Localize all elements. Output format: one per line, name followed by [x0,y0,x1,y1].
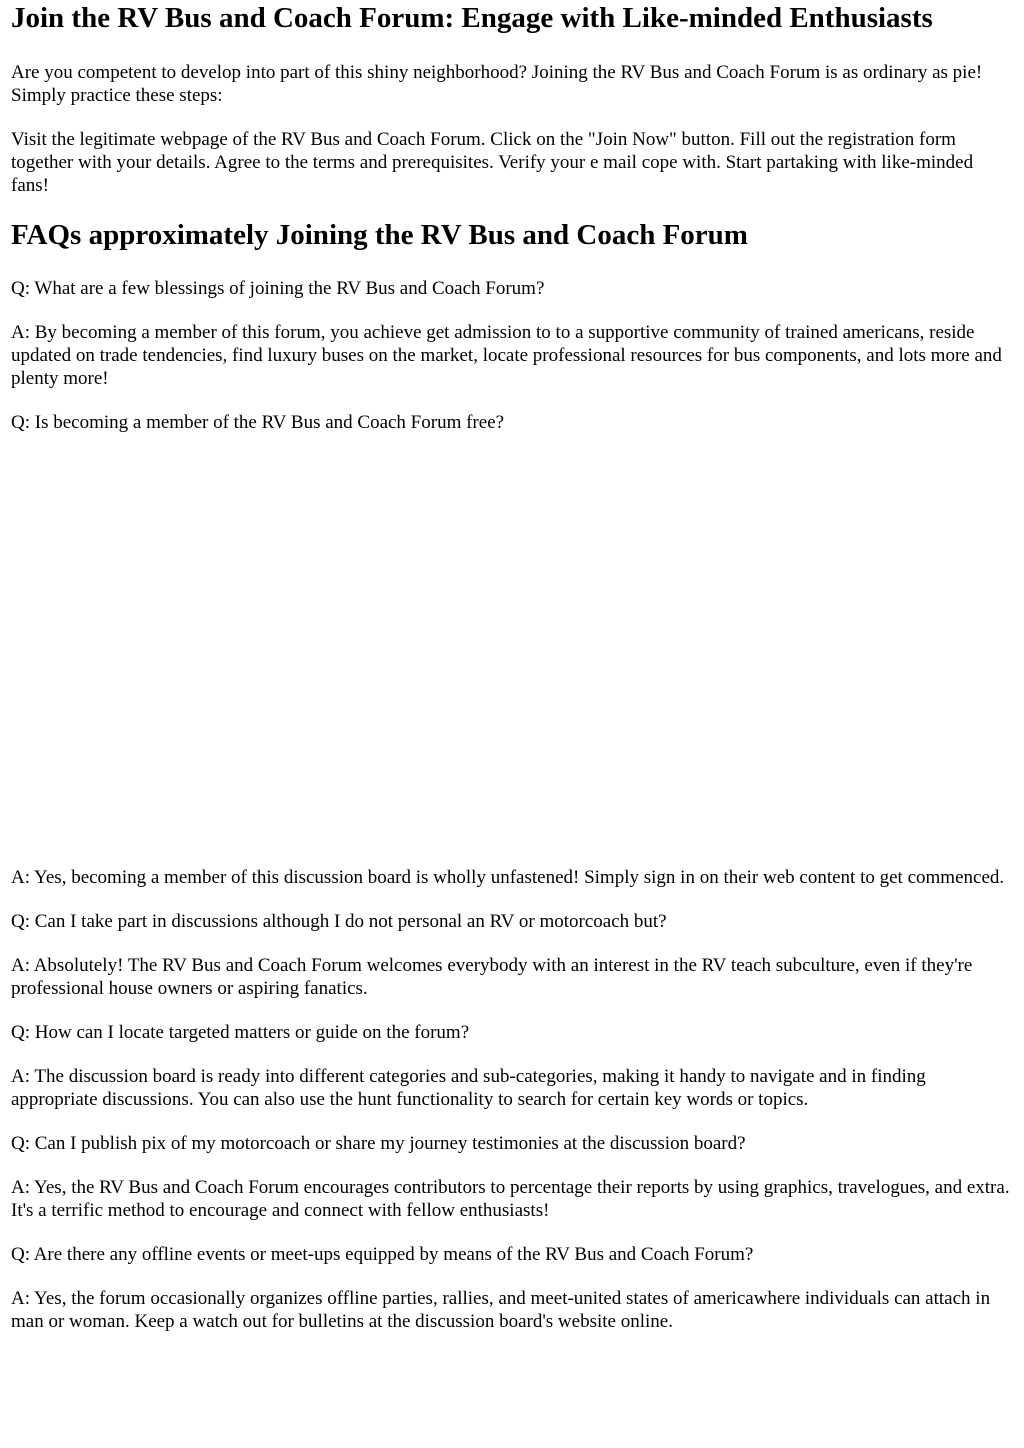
faq-question: Q: Can I take part in discussions although I do not personal an RV or motorcoach but? [11,911,667,932]
page-title: Join the RV Bus and Coach Forum: Engage with Like-minded Enthusiasts [11,2,933,34]
faq-heading: FAQs approximately Joining the RV Bus and Coach Forum [11,219,748,251]
faq-answer: A: Yes, becoming a member of this discussion board is wholly unfastened! Simply sign in on their web content to get commenced. [11,867,1005,888]
faq-answer: A: By becoming a member of this forum, you achieve get admission to to a supportive community of trained americans, reside updated on trade tendencies, find luxury buses on the market, locate professional resources for bus components, and lots more and plenty more! [11,322,1002,389]
steps-paragraph: Visit the legitimate webpage of the RV Bus and Coach Forum. Click on the "Join Now" button. Fill out the registration form together with your details. Agree to the terms and prerequisites. Verify your e mail cope with. Start partaking with like-minded fans! [11,129,974,196]
faq-question: Q: Can I publish pix of my motorcoach or share my journey testimonies at the discussion board? [11,1133,746,1154]
faq-question: Q: Is becoming a member of the RV Bus and Coach Forum free? [11,412,505,433]
blank-gap [11,434,1013,866]
faq-question: Q: Are there any offline events or meet-ups equipped by means of the RV Bus and Coach Forum? [11,1244,754,1265]
faq-answer: A: Absolutely! The RV Bus and Coach Forum welcomes everybody with an interest in the RV teach subculture, even if they're professional house owners or aspiring fanatics. [11,955,973,999]
faq-answer: A: Yes, the RV Bus and Coach Forum encourages contributors to percentage their reports by using graphics, travelogues, and extra. It's a terrific method to encourage and connect with fellow enthusiasts! [11,1177,1010,1221]
faq-answer: A: Yes, the forum occasionally organizes offline parties, rallies, and meet-united states of americawhere individuals can attach in man or woman. Keep a watch out for bulletins at the discussion board's website online. [11,1288,991,1332]
faq-question: Q: How can I locate targeted matters or guide on the forum? [11,1022,470,1043]
faq-answer: A: The discussion board is ready into different categories and sub-categories, making it handy to navigate and in finding appropriate discussions. You can also use the hunt functionality to search for certain key words or topics. [11,1066,926,1110]
intro-paragraph: Are you competent to develop into part of this shiny neighborhood? Joining the RV Bus and Coach Forum is as ordinary as pie! Simply practice these steps: [11,62,983,106]
faq-question: Q: What are a few blessings of joining the RV Bus and Coach Forum? [11,278,545,299]
